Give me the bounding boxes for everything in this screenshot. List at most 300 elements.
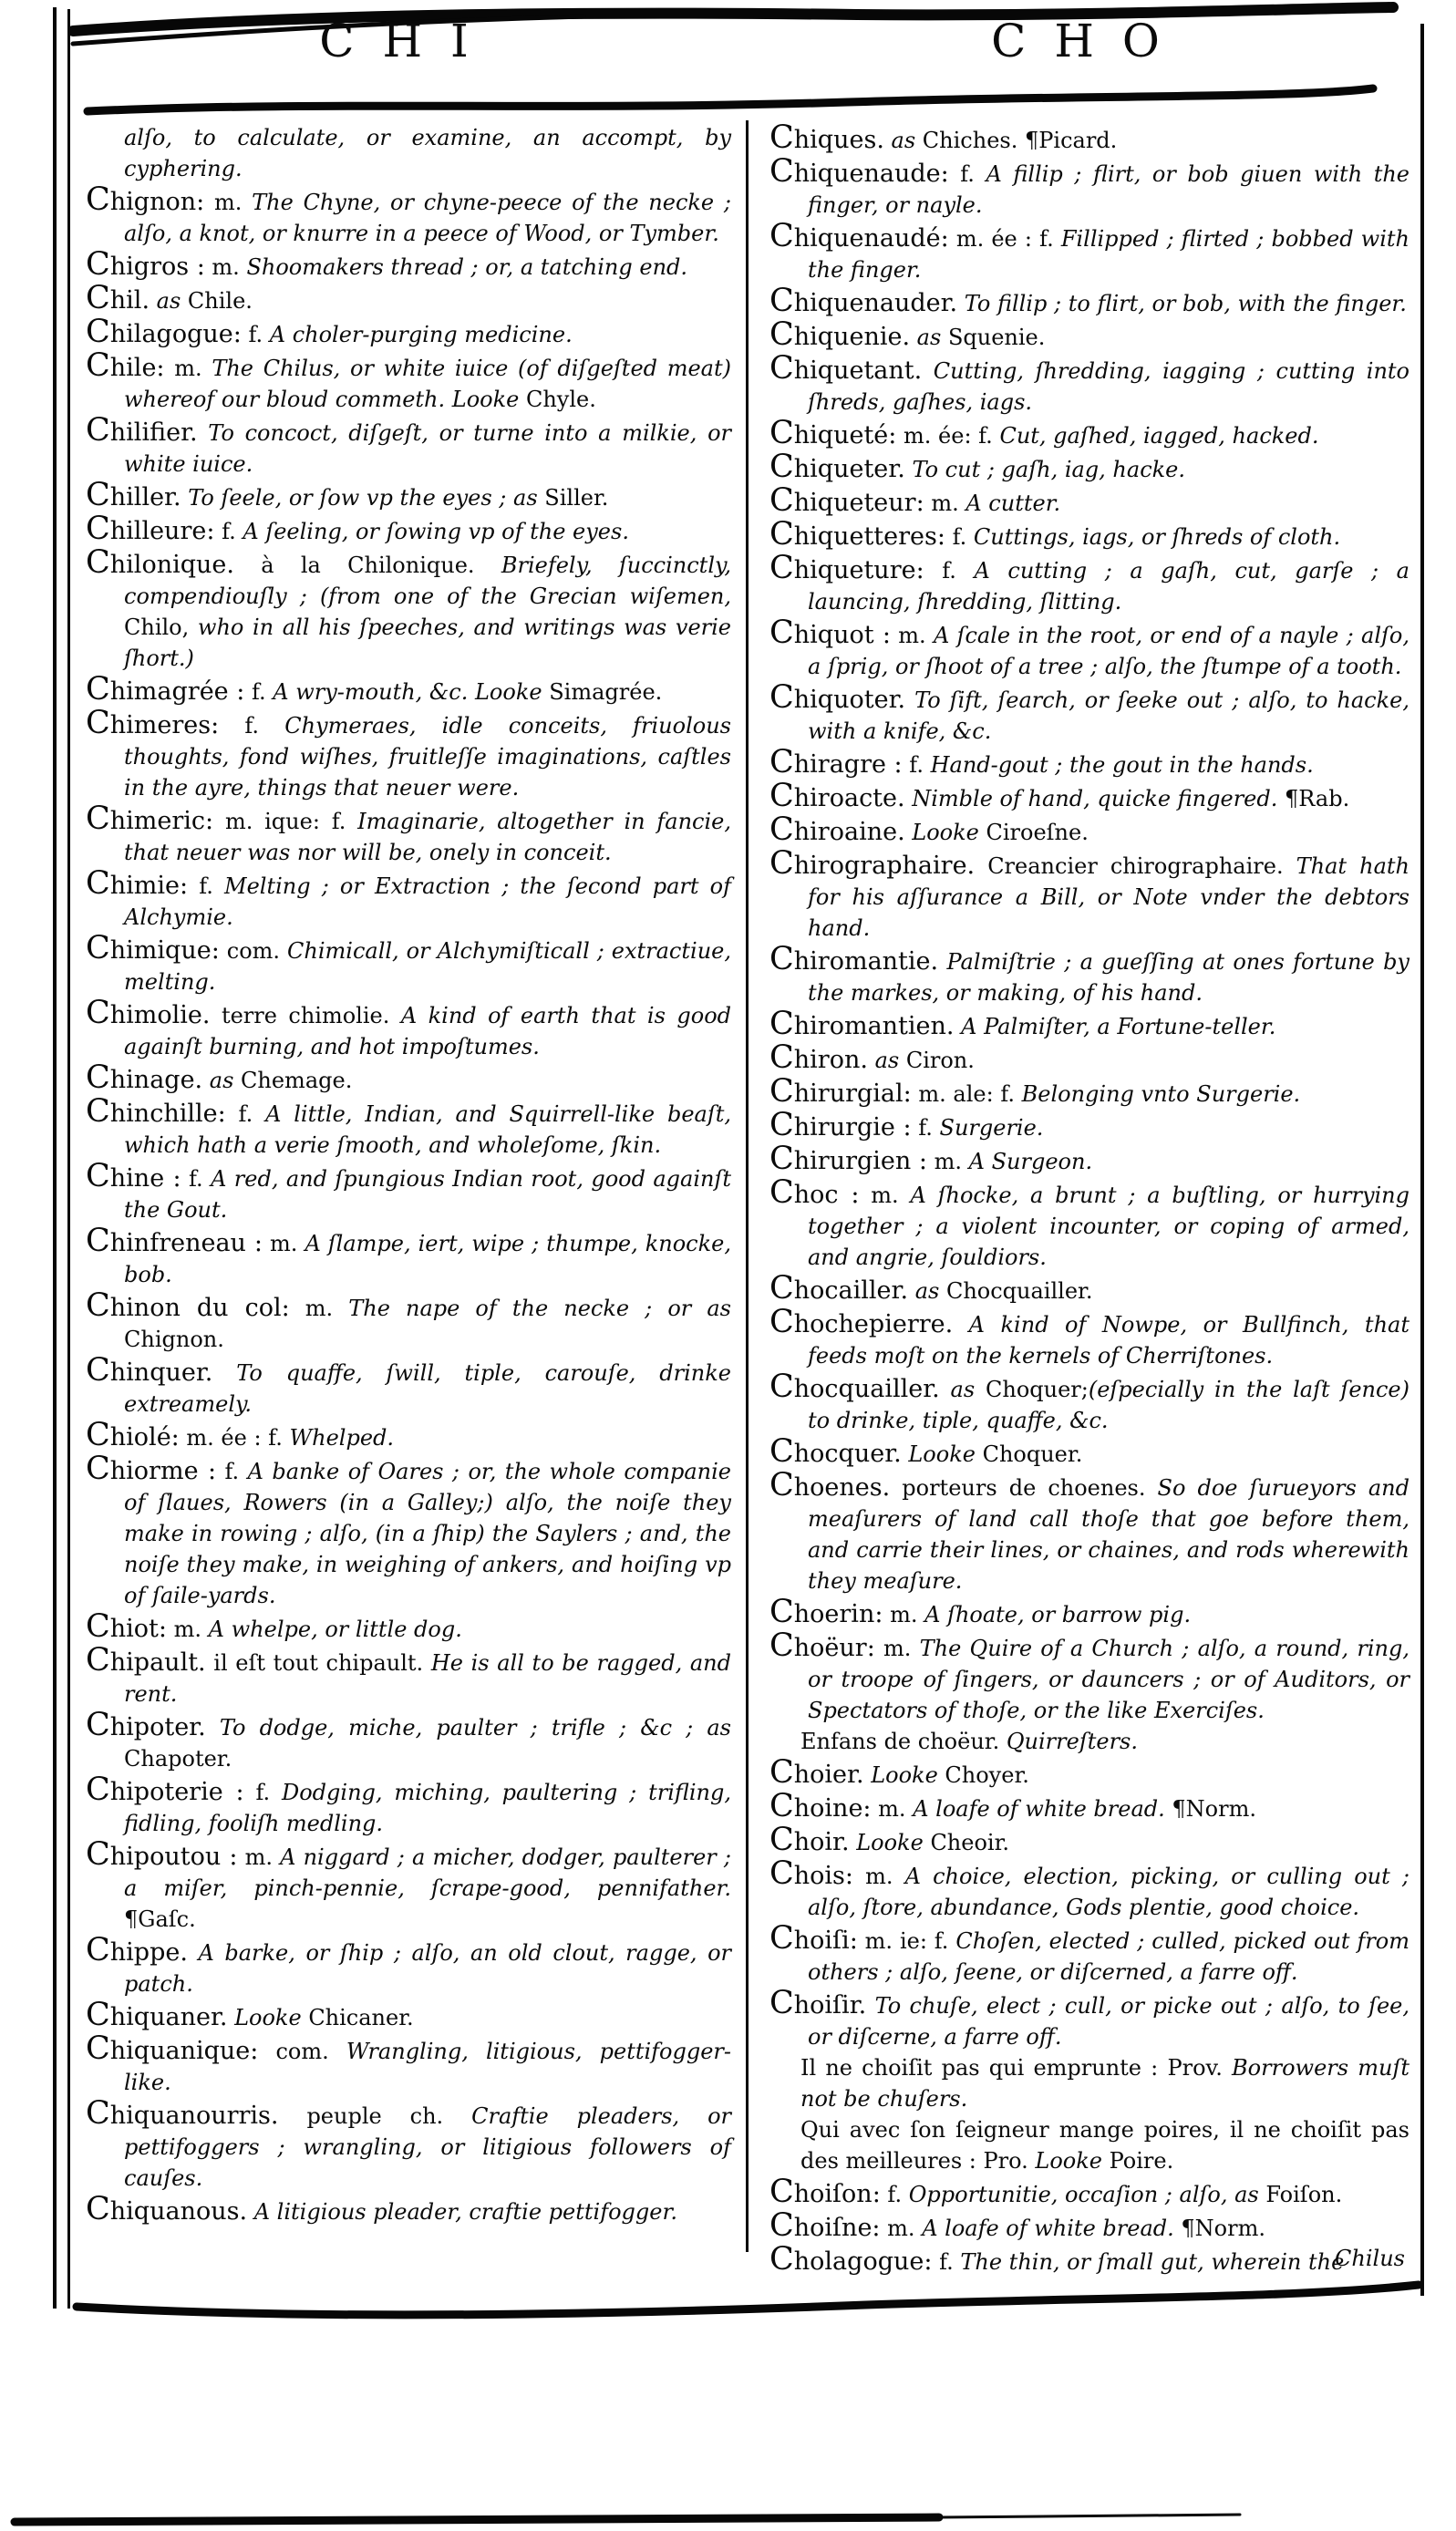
definition-text: Wrangling, litigious, pettifogger-like. xyxy=(124,2039,731,2095)
headword-initial: C xyxy=(769,1822,794,1858)
definition-text: Cutting, ſhredding, iagging ; cutting into ſhreds, gaſhes, iags. xyxy=(808,358,1410,415)
headword-initial: C xyxy=(86,1223,110,1259)
definition-text: m. xyxy=(924,491,966,516)
dictionary-entry xyxy=(86,1707,731,1774)
definition-text: To chuſe, elect ; cull, or picke out ; alſo, to ſee, or diſcerne, a farre off. xyxy=(808,1993,1410,2050)
definition-text: Palmiſtrie ; a gueſſing at ones fortune by the markes, or making, of his hand. xyxy=(808,949,1410,1006)
dictionary-entry xyxy=(86,1608,731,1645)
headword: Chile: xyxy=(86,347,165,384)
headword: Chinchille: xyxy=(86,1093,226,1130)
definition-text: m. xyxy=(237,1844,281,1870)
headword: Chimique: xyxy=(86,930,220,966)
definition-text: as xyxy=(939,1377,986,1402)
headword: Chiqueté: xyxy=(769,415,897,451)
dictionary-entry xyxy=(769,550,1410,617)
definition-text: To ſeele, or ſow vp the eyes ; as xyxy=(181,485,545,511)
definition-text: f. xyxy=(216,1459,248,1484)
dictionary-entry xyxy=(86,181,731,249)
dictionary-entry xyxy=(769,153,1410,221)
page-edge-bar xyxy=(15,2517,939,2522)
definition-text: Looke xyxy=(904,820,986,845)
definition-text: Borrowers muſt not be chuſers. xyxy=(800,2055,1410,2112)
headword-initial: C xyxy=(86,181,110,218)
definition-text: m. xyxy=(890,623,934,648)
headword-initial: C xyxy=(769,811,794,848)
headword-initial: C xyxy=(769,1594,794,1630)
headword: Chilagogue: xyxy=(86,314,242,350)
definition-text: A loafe of white bread. xyxy=(913,1796,1172,1822)
definition-text: Fillipped ; flirted ; bobbed with the finger. xyxy=(808,226,1410,283)
headword: Chocquer. xyxy=(769,1433,902,1470)
dictionary-entry xyxy=(86,1417,731,1453)
definition-text: So doe ſurueyors and meaſurers of land call thoſe that goe before them, and carrie their lines, or chaines, and rods wherewith they meaſure. xyxy=(808,1475,1410,1594)
definition-text: Choſen, elected ; culled, picked out from others ; alſo, ſeene, or diſcerned, a farre off. xyxy=(808,1928,1410,1985)
dictionary-entry xyxy=(769,1107,1410,1143)
definition-text: com. xyxy=(219,938,288,964)
headword: Chocquailler. xyxy=(769,1369,940,1405)
definition-text: Chyle. xyxy=(525,387,596,412)
definition-text: To concoct, diſgeſt, or turne into a milkie, or white iuice. xyxy=(124,420,731,477)
definition-text: m. ie: f. xyxy=(857,1928,956,1954)
headword: Chirographaire. xyxy=(769,845,976,882)
headword: Chil. xyxy=(86,280,150,316)
headword-initial: C xyxy=(86,2030,110,2067)
dictionary-entry xyxy=(86,1642,731,1710)
definition-text: m. xyxy=(926,1149,969,1174)
headword-initial: C xyxy=(86,511,110,547)
dictionary-entry xyxy=(769,119,1410,156)
definition-text: A litigious pleader, craftie pettifogger. xyxy=(247,2199,677,2225)
definition-text: Choyer. xyxy=(945,1762,1029,1788)
headword-initial: C xyxy=(86,544,110,581)
headword: Choiſne: xyxy=(769,2207,881,2244)
definition-text: Opportunitie, occaſion ; alſo, as xyxy=(908,2182,1266,2207)
definition-text: m. xyxy=(883,1602,925,1627)
definition-text: f. xyxy=(181,1166,212,1192)
headword: Chiromantie. xyxy=(769,941,939,977)
definition-text: A loafe of white bread. xyxy=(922,2216,1182,2241)
definition-text: f. xyxy=(911,1115,940,1141)
headword: Chiolé: xyxy=(86,1417,180,1453)
headword: Chilifier. xyxy=(86,412,198,449)
definition-text: Qui avec ſon ſeigneur mange poires, il ne choiſit pas des meilleures : Pro. xyxy=(800,2117,1410,2174)
definition-text: Looke xyxy=(849,1830,931,1855)
headword: Chinon du col: xyxy=(86,1287,290,1324)
dictionary-entry xyxy=(86,2030,731,2098)
catchword: Chilus xyxy=(1335,2246,1405,2271)
definition-text: f. xyxy=(932,2249,961,2275)
definition-text: Enfans de choëur. xyxy=(800,1729,1007,1754)
definition-text: f. xyxy=(241,322,270,347)
headword: Chippe. xyxy=(86,1932,188,1968)
headword: Chinfreneau : xyxy=(86,1223,263,1259)
dictionary-entry xyxy=(769,1920,1410,1988)
headword-initial: C xyxy=(86,2095,110,2132)
headword-initial: C xyxy=(86,1707,110,1743)
headword: Chimie: xyxy=(86,865,189,902)
headword-initial: C xyxy=(86,1287,110,1324)
dictionary-entry xyxy=(769,617,1410,682)
dictionary-entry xyxy=(769,845,1410,944)
headword: Choir. xyxy=(769,1822,850,1858)
dictionary-entry xyxy=(769,1143,1410,1177)
definition-text: m. xyxy=(859,1183,911,1208)
definition-text: Chile. xyxy=(187,288,253,314)
headword: Chiquaner. xyxy=(86,1997,228,2033)
definition-text: A Palmiſter, a Fortune-teller. xyxy=(954,1014,1276,1039)
dictionary-entry xyxy=(86,1352,731,1420)
headword-initial: C xyxy=(86,2191,110,2227)
headword: Chocailler. xyxy=(769,1270,909,1307)
definition-text: A cutter. xyxy=(966,491,1061,516)
dictionary-entry xyxy=(86,544,732,674)
definition-text: alſo, to calculate, or examine, an accompt, by cyphering. xyxy=(124,125,731,181)
headword: Chirurgial: xyxy=(769,1073,912,1110)
definition-text: il eſt tout chipault. xyxy=(205,1650,431,1676)
definition-text: f. xyxy=(225,1101,266,1127)
headword: Chiquot : xyxy=(769,615,891,651)
headword: Choerin: xyxy=(769,1594,883,1630)
headword-initial: C xyxy=(86,477,110,513)
headword: Choiſon: xyxy=(769,2174,881,2210)
definition-text: Looke xyxy=(901,1441,983,1467)
definition-text: A ſeeling, or ſowing vp of the eyes. xyxy=(243,519,629,544)
running-head-right: CHO xyxy=(991,15,1188,67)
dictionary-entry xyxy=(86,412,731,480)
dictionary-entry xyxy=(769,1596,1410,1630)
definition-text: A banke of Oares ; or, the whole companie of ſlaues, Rowers (in a Galley;) alſo, the noiſe they make in rowing ; alſo, (in a ſhip) the Saylers ; and, the noiſe they make, in weighing of ankers, and hoiſing vp of ſaile-yards. xyxy=(124,1459,731,1608)
dictionary-entry xyxy=(769,218,1410,285)
dictionary-entry xyxy=(769,1270,1410,1307)
definition-text: The Quire of a Church ; alſo, a round, ring, or troope of ſingers, or dauncers ; or of Auditors, or Spectators of thoſe, or the like Exerciſes. xyxy=(808,1636,1410,1723)
headword: Chochepierre. xyxy=(769,1304,954,1340)
definition-text: f. xyxy=(214,519,243,544)
headword-initial: C xyxy=(769,550,794,586)
definition-text: f. xyxy=(243,1780,282,1805)
running-head-left: CHI xyxy=(319,15,497,67)
definition-text: m. xyxy=(871,1796,914,1822)
definition-text: as xyxy=(910,325,948,350)
dictionary-entry xyxy=(86,513,731,547)
definition-text: à la Chilonique. xyxy=(233,553,501,578)
headword: Chinage. xyxy=(86,1059,203,1096)
definition-text: He is all to be ragged, and rent. xyxy=(124,1650,731,1707)
definition-text: m. ée : f. xyxy=(948,226,1061,252)
sub-entry xyxy=(769,1726,1410,1757)
dictionary-entry xyxy=(769,1985,1410,2052)
definition-text: Chignon. xyxy=(124,1327,224,1352)
dictionary-entry xyxy=(86,246,731,283)
definition-text: m. xyxy=(874,1636,920,1661)
dictionary-entry xyxy=(769,679,1410,747)
definition-text: Poire. xyxy=(1109,2148,1174,2174)
headword-initial: C xyxy=(769,2207,794,2244)
definition-text: terre chimolie. xyxy=(210,1003,401,1028)
dictionary-entry xyxy=(86,316,731,350)
headword: Chiquanourris. xyxy=(86,2095,279,2132)
headword: Choiſi: xyxy=(769,1920,858,1957)
definition-text: Chapoter. xyxy=(124,1746,232,1772)
definition-text: as xyxy=(867,1048,906,1073)
definition-text: Quirreſters. xyxy=(1006,1729,1138,1754)
headword-initial: C xyxy=(769,1141,794,1177)
headword-initial: C xyxy=(769,1467,794,1503)
definition-text: The Chilus, or white iuice (of diſgeſted meat) whereof our bloud commeth. Looke xyxy=(124,356,731,412)
dictionary-entry xyxy=(769,941,1410,1008)
headword-initial: C xyxy=(769,2174,794,2210)
headword: Chiquanous. xyxy=(86,2191,248,2227)
dictionary-entry xyxy=(769,1467,1410,1596)
column-divider-rule xyxy=(746,120,749,2252)
definition-text: as xyxy=(202,1068,242,1093)
sub-entry xyxy=(769,2052,1410,2114)
headword-initial: C xyxy=(769,316,794,353)
definition-text: Imaginarie, altogether in fancie, that neuer was nor will be, onely in conceit. xyxy=(124,809,732,865)
definition-text: A little, Indian, and Squirrell-like beaſt, which hath a verie ſmooth, and wholeſome, ſkin. xyxy=(124,1101,731,1158)
headword: Chiqueter. xyxy=(769,449,905,485)
definition-text: who in all his ſpeeches, and writings was verie ſhort.) xyxy=(124,615,731,671)
dictionary-entry xyxy=(86,347,731,415)
definition-text: The Chyne, or chyne-peece of the necke ; alſo, a knot, or knurre in a peece of Wood, or Tymber. xyxy=(124,190,731,246)
headword-initial: C xyxy=(769,744,794,780)
definition-text: m. xyxy=(204,254,247,280)
definition-text: Il ne choiſit pas qui emprunte : Prov. xyxy=(800,2055,1233,2081)
headword-initial: C xyxy=(86,1932,110,1968)
bottom-rule xyxy=(77,2285,1419,2315)
definition-text: Melting ; or Extraction ; the ſecond part of Alchymie. xyxy=(124,873,731,930)
dictionary-entry xyxy=(769,1824,1410,1858)
headword: Chipault. xyxy=(86,1642,206,1679)
definition-text: Ciron. xyxy=(905,1048,975,1073)
headword: Chirurgien : xyxy=(769,1141,927,1177)
headword-initial: C xyxy=(86,412,110,449)
definition-text: Looke xyxy=(863,1762,945,1788)
definition-text: as xyxy=(908,1278,946,1304)
page-edge-bar-faint xyxy=(939,2515,1240,2517)
dictionary-entry xyxy=(86,1453,731,1611)
definition-text: That hath for his aſſurance a Bill, or Note vnder the debtors hand. xyxy=(808,853,1410,941)
dictionary-entry xyxy=(86,2095,731,2194)
definition-text: Chocquailler. xyxy=(945,1278,1093,1304)
dictionary-entry xyxy=(769,1008,1410,1042)
headword: Chiqueture: xyxy=(769,550,924,586)
definition-text: ¶Gaſc. xyxy=(124,1906,196,1932)
dictionary-entry xyxy=(769,1371,1410,1436)
definition-text: Chimicall, or Alchymiſticall ; extractiue, melting. xyxy=(124,938,731,995)
headword: Chiquenaude: xyxy=(769,153,949,190)
dictionary-entry xyxy=(86,1836,731,1935)
headword: Chimagrée : xyxy=(86,671,245,708)
headword-initial: C xyxy=(86,1997,110,2033)
headword: Chiquetant. xyxy=(769,350,923,387)
definition-text: A ſcale in the root, or end of a nayle ; alſo, a ſprig, or ſhoot of a tree ; alſo, the ſtumpe of a tooth. xyxy=(808,623,1410,679)
dictionary-entry xyxy=(86,1999,731,2033)
headword-initial: C xyxy=(769,1855,794,1892)
definition-text: porteurs de choenes. xyxy=(890,1475,1158,1501)
headword-initial: C xyxy=(769,119,794,156)
headword: Chiquetteres: xyxy=(769,516,945,553)
headword: Chigros : xyxy=(86,246,205,283)
definition-text: as xyxy=(150,288,188,314)
sub-entry xyxy=(769,2114,1410,2176)
dictionary-entry xyxy=(769,482,1410,519)
definition-text: ¶Rab. xyxy=(1285,786,1350,811)
definition-text: f. xyxy=(945,524,974,550)
headword: Chimolie. xyxy=(86,995,211,1031)
definition-text: Cuttings, iags, or ſhreds of cloth. xyxy=(973,524,1341,550)
dictionary-entry xyxy=(86,1158,731,1225)
definition-text: f. xyxy=(219,713,285,739)
headword-initial: C xyxy=(86,1059,110,1096)
definition-text: A wry-mouth, &c. Looke xyxy=(273,679,550,705)
headword-initial: C xyxy=(769,679,794,716)
dictionary-entry xyxy=(769,1433,1410,1470)
definition-text: f. xyxy=(948,161,986,187)
headword: Chiquoter. xyxy=(769,679,906,716)
headword-initial: C xyxy=(769,1754,794,1791)
definition-text: To quaffe, ſwill, tiple, carouſe, drinke extreamely. xyxy=(124,1360,731,1417)
headword: Choier. xyxy=(769,1754,864,1791)
headword-initial: C xyxy=(769,1788,794,1824)
headword: Chine : xyxy=(86,1158,181,1194)
headword: Chiqueteur: xyxy=(769,482,924,519)
headword-initial: C xyxy=(86,280,110,316)
dictionary-entry xyxy=(86,1287,731,1355)
headword: Chiorme : xyxy=(86,1451,217,1487)
headword-initial: C xyxy=(86,246,110,283)
headword-initial: C xyxy=(769,1270,794,1307)
headword: Chiragre : xyxy=(769,744,903,780)
headword-initial: C xyxy=(86,801,110,837)
definition-text: f. xyxy=(902,752,931,778)
headword-initial: C xyxy=(769,415,794,451)
headword-initial: C xyxy=(769,941,794,977)
definition-text: Foiſon. xyxy=(1265,2182,1343,2207)
headword-initial: C xyxy=(86,347,110,384)
headword-initial: C xyxy=(86,930,110,966)
dictionary-entry xyxy=(86,705,731,803)
headword: Chinquer. xyxy=(86,1352,213,1389)
headword: Chimeres: xyxy=(86,705,220,741)
definition-text: Squenie. xyxy=(947,325,1046,350)
headword: Chiroaine. xyxy=(769,811,905,848)
headword: Chois: xyxy=(769,1855,854,1892)
headword-initial: C xyxy=(86,1608,110,1645)
headword: Chiquenauder. xyxy=(769,283,958,319)
headword: Chilleure: xyxy=(86,511,215,547)
definition-text: m. xyxy=(263,1231,305,1256)
headword: Chilonique. xyxy=(86,544,234,581)
dictionary-entry xyxy=(769,316,1410,353)
definition-text: f. xyxy=(924,558,975,584)
continued-entry xyxy=(86,122,731,184)
dictionary-entry xyxy=(86,1932,731,1999)
definition-text: f. xyxy=(244,679,274,705)
headword-initial: C xyxy=(769,350,794,387)
definition-text: A cutting ; a gaſh, cut, garſe ; a launcing, ſhredding, ſlitting. xyxy=(808,558,1410,615)
headword-initial: C xyxy=(769,845,794,882)
definition-text: To dodge, miche, paulter ; trifle ; &c ; as xyxy=(205,1715,731,1741)
definition-text: Cheoir. xyxy=(930,1830,1010,1855)
definition-text: Simagrée. xyxy=(549,679,663,705)
dictionary-entry xyxy=(769,285,1410,319)
definition-text: Shoomakers thread ; or, a tatching end. xyxy=(246,254,688,280)
headword: Chipoter. xyxy=(86,1707,206,1743)
left-column xyxy=(86,122,731,2227)
definition-text: Ciroeſne. xyxy=(986,820,1089,845)
dictionary-entry xyxy=(769,1174,1410,1273)
definition-text: m. ale: f. xyxy=(911,1081,1022,1107)
headword: Choine: xyxy=(769,1788,872,1824)
headword: Chiron. xyxy=(769,1039,868,1076)
dictionary-entry xyxy=(769,1304,1410,1371)
headword-initial: C xyxy=(86,865,110,902)
dictionary-entry xyxy=(769,516,1410,553)
headword: Chiroacte. xyxy=(769,778,905,814)
headword-initial: C xyxy=(769,1304,794,1340)
dictionary-entry xyxy=(769,350,1410,418)
headword-initial: C xyxy=(769,2241,794,2278)
definition-text: The thin, or ſmall gut, wherein the xyxy=(960,2249,1345,2275)
headword-initial: C xyxy=(769,615,794,651)
definition-text: Creancier chirographaire. xyxy=(975,853,1296,879)
headword-initial: C xyxy=(769,153,794,190)
definition-text: peuple ch. xyxy=(278,2103,472,2129)
definition-text: Chiches. ¶Picard. xyxy=(922,128,1118,153)
definition-text: A kind of Nowpe, or Bullfinch, that feeds moſt on the kernels of Cherriſtones. xyxy=(808,1312,1410,1369)
definition-text: A whelpe, or little dog. xyxy=(208,1617,462,1642)
definition-text: Dodging, miching, paultering ; trifling, fidling, fooliſh medling. xyxy=(124,1780,732,1836)
dictionary-entry xyxy=(769,1073,1410,1110)
headword-initial: C xyxy=(86,1451,110,1487)
definition-text: A fillip ; flirt, or bob giuen with the finger, or nayle. xyxy=(808,161,1410,218)
dictionary-entry xyxy=(86,280,731,316)
definition-text: Looke xyxy=(1035,2148,1110,2174)
right-page-border xyxy=(1420,24,1424,2296)
dictionary-entry xyxy=(769,415,1410,451)
headword: Choenes. xyxy=(769,1467,891,1503)
definition-text: m. ique: f. xyxy=(213,809,358,834)
dictionary-entry xyxy=(769,451,1410,485)
headword-initial: C xyxy=(769,516,794,553)
headword-initial: C xyxy=(769,1174,794,1211)
dictionary-entry xyxy=(769,811,1410,848)
dictionary-entry xyxy=(769,2207,1410,2244)
headword: Chiquanique: xyxy=(86,2030,259,2067)
definition-text: A niggard ; a micher, dodger, paulterer ; a miſer, pinch-pennie, ſcrape-good, pennifather. xyxy=(124,1844,731,1901)
headword-initial: C xyxy=(86,1093,110,1130)
dictionary-entry xyxy=(769,2176,1410,2210)
headword-initial: C xyxy=(86,314,110,350)
definition-text: To fillip ; to flirt, or bob, with the finger. xyxy=(957,291,1407,316)
definition-text: Cut, gaſhed, iagged, hacked. xyxy=(999,423,1319,449)
headword-initial: C xyxy=(769,1006,794,1042)
definition-text: A ſlampe, iert, wipe ; thumpe, knocke, bob. xyxy=(124,1231,731,1287)
right-column xyxy=(769,119,1410,2278)
definition-text: m. ée : f. xyxy=(179,1425,290,1451)
definition-text: To cut ; gaſh, iag, hacke. xyxy=(904,457,1186,482)
definition-text: m. ée: f. xyxy=(896,423,1000,449)
definition-text: Hand-gout ; the gout in the hands. xyxy=(930,752,1314,778)
dictionary-entry xyxy=(86,1774,731,1839)
definition-text: To ſift, ſearch, or ſeeke out ; alſo, to hacke, with a knife, &c. xyxy=(808,687,1410,744)
headword: Chiot: xyxy=(86,1608,168,1645)
definition-text: Chilo, xyxy=(124,615,190,640)
headword-initial: C xyxy=(769,283,794,319)
dictionary-entry xyxy=(86,803,731,868)
headword-initial: C xyxy=(769,778,794,814)
dictionary-entry xyxy=(769,780,1410,814)
